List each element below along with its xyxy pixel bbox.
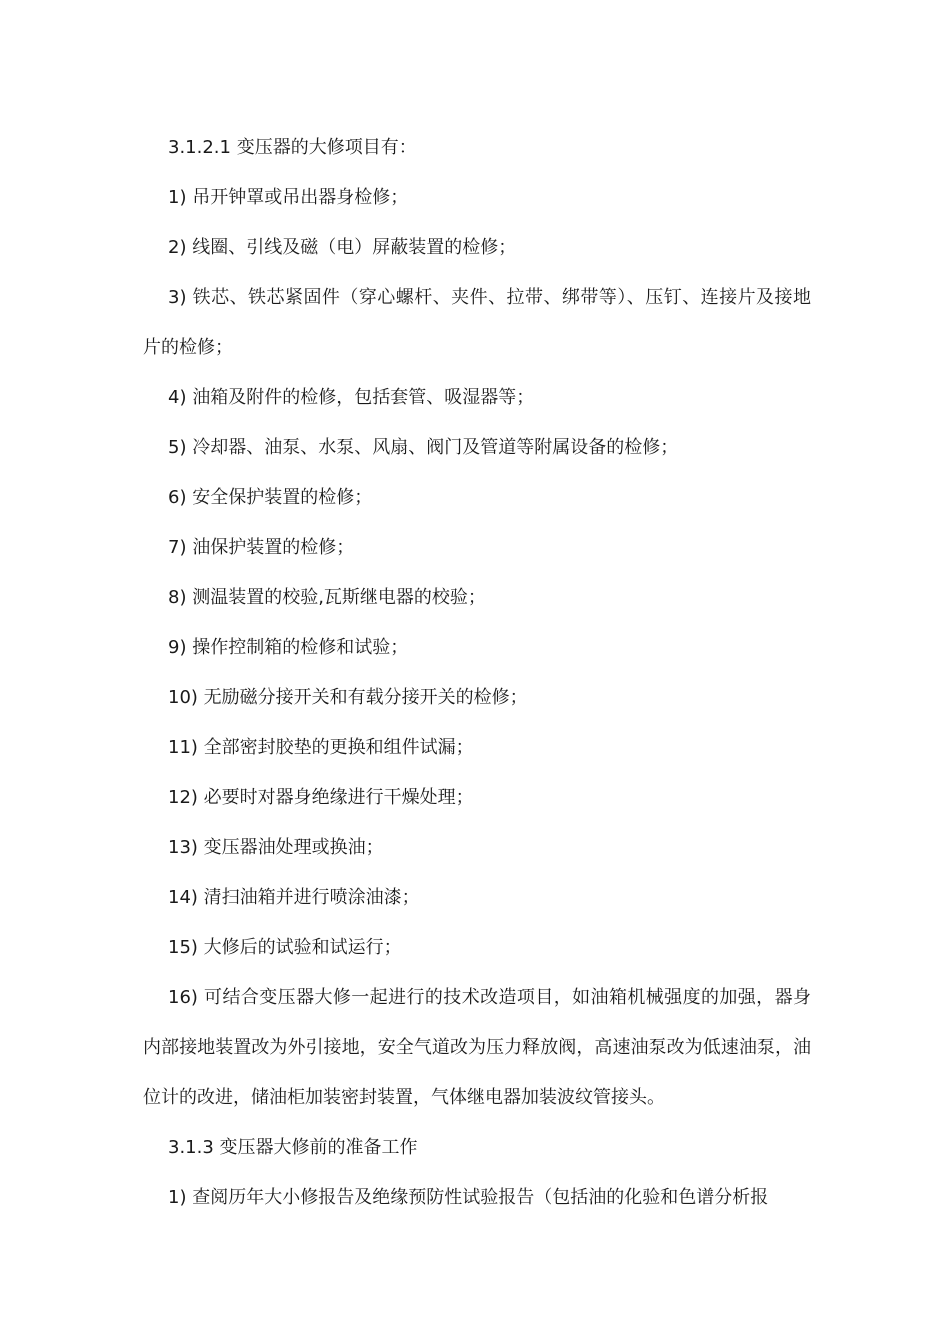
list-item: 4) 油箱及附件的检修，包括套管、吸湿器等； xyxy=(168,387,535,408)
list-item: 8) 测温装置的校验,瓦斯继电器的校验； xyxy=(168,587,486,608)
list-item: 14) 清扫油箱并进行喷涂油漆； xyxy=(168,887,420,908)
list-item: 1) 吊开钟罩或吊出器身检修； xyxy=(168,187,409,208)
list-item: 9) 操作控制箱的检修和试验； xyxy=(168,637,409,658)
document-body xyxy=(143,123,811,1223)
list-item: 15) 大修后的试验和试运行； xyxy=(168,937,402,958)
heading-3-1-2-1: 3.1.2.1 变压器的大修项目有： xyxy=(168,137,417,158)
list-item: 1) 查阅历年大小修报告及绝缘预防性试验报告（包括油的化验和色谱分析报 xyxy=(168,1187,769,1208)
list-item: 2) 线圈、引线及磁（电）屏蔽装置的检修； xyxy=(168,237,517,258)
list-item: 5) 冷却器、油泵、水泵、风扇、阀门及管道等附属设备的检修； xyxy=(168,437,679,458)
list-item: 7) 油保护装置的检修； xyxy=(168,537,355,558)
heading-3-1-3: 3.1.3 变压器大修前的准备工作 xyxy=(168,1137,418,1158)
list-item: 16) 可结合变压器大修一起进行的技术改造项目，如油箱机械强度的加强，器身内部接地装置改为外引接地，安全气道改为压力释放阀，高速油泵改为低速油泵，油位计的改进，储油柜加装密封装置，气体继电器加装波纹管接头。 xyxy=(143,987,811,1108)
list-item: 13) 变压器油处理或换油； xyxy=(168,837,384,858)
list-item: 3) 铁芯、铁芯紧固件（穿心螺杆、夹件、拉带、绑带等）、压钉、连接片及接地片的检修； xyxy=(143,287,811,358)
list-item: 12) 必要时对器身绝缘进行干燥处理； xyxy=(168,787,474,808)
list-item: 11) 全部密封胶垫的更换和组件试漏； xyxy=(168,737,474,758)
list-item: 10) 无励磁分接开关和有载分接开关的检修； xyxy=(168,687,528,708)
list-item: 6) 安全保护装置的检修； xyxy=(168,487,373,508)
